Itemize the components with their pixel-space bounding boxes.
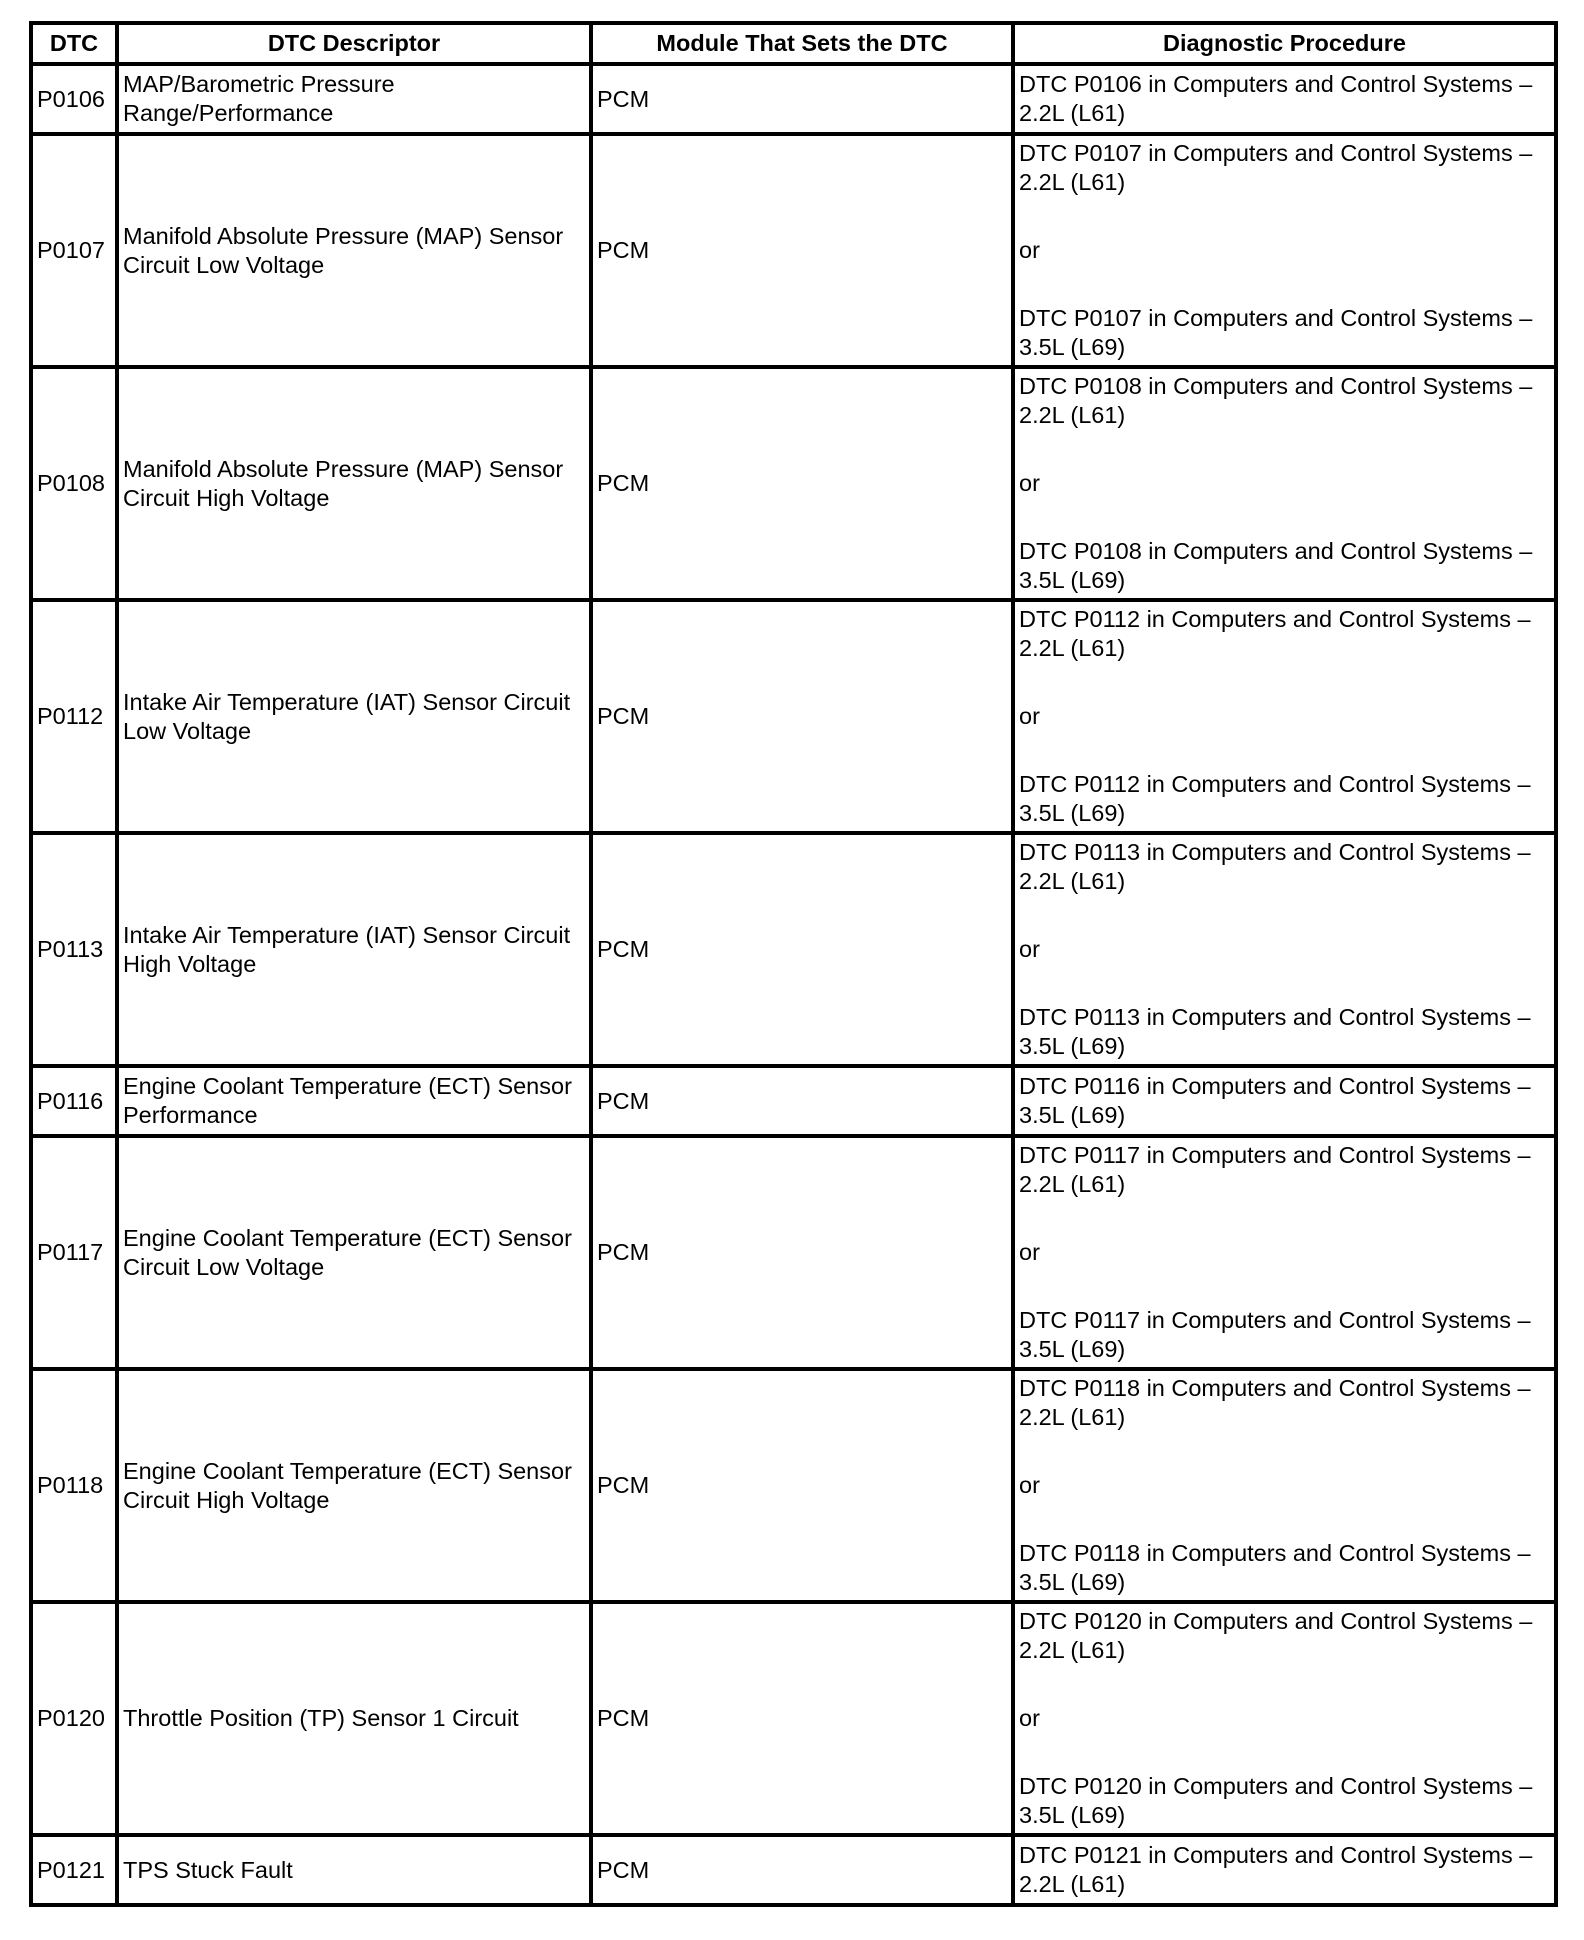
dtc-code: P0118 — [31, 1369, 117, 1602]
or-separator: or — [1019, 1239, 1040, 1265]
procedure-link[interactable]: DTC P0120 in Computers and Control Systems – 3.5L (L69) — [1019, 1773, 1533, 1828]
or-separator: or — [1019, 936, 1040, 962]
module: PCM — [591, 1136, 1013, 1369]
dtc-code: P0108 — [31, 367, 117, 600]
or-separator: or — [1019, 703, 1040, 729]
dtc-table — [29, 21, 1558, 1907]
table-row — [31, 134, 1556, 367]
header-module: Module That Sets the DTC — [591, 23, 1013, 64]
diagnostic-procedure — [1013, 134, 1556, 367]
procedure-link[interactable]: DTC P0108 in Computers and Control Systems – 2.2L (L61) — [1019, 373, 1533, 428]
or-separator: or — [1019, 1472, 1040, 1498]
dtc-descriptor: Engine Coolant Temperature (ECT) Sensor Performance — [117, 1066, 591, 1136]
table-row — [31, 1369, 1556, 1602]
procedure-link[interactable]: DTC P0118 in Computers and Control Systems – 3.5L (L69) — [1019, 1540, 1531, 1595]
or-separator: or — [1019, 1705, 1040, 1731]
dtc-code: P0117 — [31, 1136, 117, 1369]
module: PCM — [591, 600, 1013, 833]
table-row — [31, 1835, 1556, 1905]
procedure-link[interactable]: DTC P0107 in Computers and Control Systems – 3.5L (L69) — [1019, 305, 1533, 360]
dtc-code: P0106 — [31, 64, 117, 134]
dtc-code: P0113 — [31, 833, 117, 1066]
diagnostic-procedure — [1013, 1066, 1556, 1136]
table-row — [31, 1602, 1556, 1835]
diagnostic-procedure — [1013, 833, 1556, 1066]
module: PCM — [591, 1835, 1013, 1905]
procedure-link[interactable]: DTC P0116 in Computers and Control Systems – 3.5L (L69) — [1019, 1073, 1531, 1128]
module: PCM — [591, 367, 1013, 600]
diagnostic-procedure — [1013, 64, 1556, 134]
dtc-code: P0120 — [31, 1602, 117, 1835]
header-row — [31, 23, 1556, 64]
dtc-code: P0112 — [31, 600, 117, 833]
dtc-descriptor: Throttle Position (TP) Sensor 1 Circuit — [117, 1602, 591, 1835]
table-row — [31, 367, 1556, 600]
dtc-descriptor: Manifold Absolute Pressure (MAP) Sensor Circuit High Voltage — [117, 367, 591, 600]
procedure-link[interactable]: DTC P0106 in Computers and Control Systems – 2.2L (L61) — [1019, 71, 1533, 126]
diagnostic-procedure — [1013, 1835, 1556, 1905]
dtc-code: P0116 — [31, 1066, 117, 1136]
table-row — [31, 1066, 1556, 1136]
procedure-link[interactable]: DTC P0112 in Computers and Control Systems – 3.5L (L69) — [1019, 771, 1531, 826]
dtc-descriptor: Engine Coolant Temperature (ECT) Sensor Circuit High Voltage — [117, 1369, 591, 1602]
dtc-descriptor: MAP/Barometric Pressure Range/Performance — [117, 64, 591, 134]
table-header — [31, 23, 1556, 64]
procedure-link[interactable]: DTC P0113 in Computers and Control Systems – 3.5L (L69) — [1019, 1004, 1531, 1059]
dtc-descriptor: Manifold Absolute Pressure (MAP) Sensor Circuit Low Voltage — [117, 134, 591, 367]
diagnostic-procedure — [1013, 1602, 1556, 1835]
header-dtc-descriptor: DTC Descriptor — [117, 23, 591, 64]
module: PCM — [591, 833, 1013, 1066]
dtc-code: P0107 — [31, 134, 117, 367]
header-dtc: DTC — [31, 23, 117, 64]
diagnostic-procedure — [1013, 367, 1556, 600]
diagnostic-procedure — [1013, 1136, 1556, 1369]
table-row — [31, 1136, 1556, 1369]
or-separator: or — [1019, 237, 1040, 263]
procedure-link[interactable]: DTC P0118 in Computers and Control Systems – 2.2L (L61) — [1019, 1375, 1531, 1430]
module: PCM — [591, 134, 1013, 367]
table-row — [31, 833, 1556, 1066]
dtc-code: P0121 — [31, 1835, 117, 1905]
or-separator: or — [1019, 470, 1040, 496]
procedure-link[interactable]: DTC P0121 in Computers and Control Systems – 2.2L (L61) — [1019, 1842, 1533, 1897]
procedure-link[interactable]: DTC P0112 in Computers and Control Systems – 2.2L (L61) — [1019, 606, 1531, 661]
dtc-descriptor: Intake Air Temperature (IAT) Sensor Circuit Low Voltage — [117, 600, 591, 833]
module: PCM — [591, 1602, 1013, 1835]
procedure-link[interactable]: DTC P0113 in Computers and Control Systems – 2.2L (L61) — [1019, 839, 1531, 894]
diagnostic-procedure — [1013, 1369, 1556, 1602]
table-body — [31, 64, 1556, 1905]
module: PCM — [591, 1066, 1013, 1136]
table-row — [31, 64, 1556, 134]
table-row — [31, 600, 1556, 833]
dtc-descriptor: TPS Stuck Fault — [117, 1835, 591, 1905]
header-diagnostic-procedure: Diagnostic Procedure — [1013, 23, 1556, 64]
dtc-descriptor: Intake Air Temperature (IAT) Sensor Circuit High Voltage — [117, 833, 591, 1066]
diagnostic-procedure — [1013, 600, 1556, 833]
dtc-descriptor: Engine Coolant Temperature (ECT) Sensor Circuit Low Voltage — [117, 1136, 591, 1369]
procedure-link[interactable]: DTC P0120 in Computers and Control Systems – 2.2L (L61) — [1019, 1608, 1533, 1663]
procedure-link[interactable]: DTC P0107 in Computers and Control Systems – 2.2L (L61) — [1019, 140, 1533, 195]
module: PCM — [591, 1369, 1013, 1602]
procedure-link[interactable]: DTC P0108 in Computers and Control Systems – 3.5L (L69) — [1019, 538, 1533, 593]
module: PCM — [591, 64, 1013, 134]
procedure-link[interactable]: DTC P0117 in Computers and Control Systems – 2.2L (L61) — [1019, 1142, 1531, 1197]
procedure-link[interactable]: DTC P0117 in Computers and Control Systems – 3.5L (L69) — [1019, 1307, 1531, 1362]
